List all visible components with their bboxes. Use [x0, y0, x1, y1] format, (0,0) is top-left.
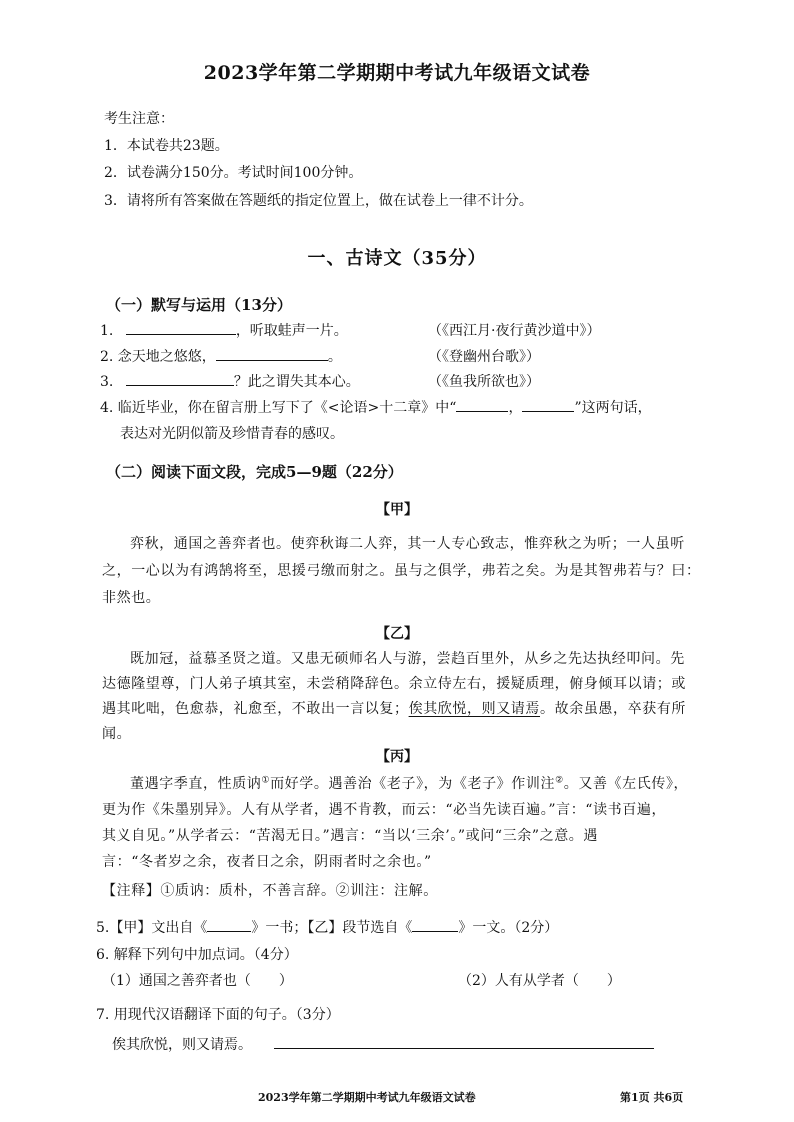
passage-yi-line: 闻。 [102, 726, 132, 742]
question-2-text: 2. 念天地之悠悠， [100, 349, 216, 365]
question-2-source: （《登幽州台歌》） [428, 349, 540, 365]
passage-yi-line [102, 698, 686, 718]
answer-blank[interactable] [126, 371, 234, 386]
question-4-text-b: ， [508, 400, 523, 416]
passage-bing-line: 其义自见。”从学者云：“苦渴无日。”遇言：“当以‘三余’。”或问“三余”之意。遇 [102, 828, 598, 844]
question-5-text-b: 》一书；【乙】段节选自《 [251, 920, 413, 936]
passage-bing-line: 言：“冬者岁之余，夜者日之余，阴雨者时之余也。” [102, 854, 432, 870]
question-3-source: （《鱼我所欲也》） [428, 374, 540, 390]
passage-yi-text: 。故余虽愚，卒获有所 [540, 701, 687, 717]
section-title: 一、古诗文（35分） [307, 248, 487, 269]
passage-yi-line: 达德隆望尊，门人弟子填其室，未尝稍降辞色。余立侍左右，援疑质理，俯身倾耳以请；或 [102, 676, 686, 692]
answer-blank[interactable] [216, 346, 328, 361]
answer-blank[interactable] [207, 917, 251, 932]
answer-blank[interactable] [412, 917, 458, 932]
notice-heading: 考生注意： [104, 111, 174, 127]
question-2-end: 。 [327, 349, 342, 365]
question-4-text-a: 4. 临近毕业，你在留言册上写下了《<论语>十二章》中“ [100, 400, 457, 416]
question-3 [100, 371, 360, 391]
question-4-line-2: 表达对光阴似箭及珍惜青春的感叹。 [120, 426, 344, 442]
question-7-title: 7. 用现代汉语翻译下面的句子。（3分） [96, 1007, 340, 1023]
question-3-text: ？此之谓失其本心。 [233, 374, 360, 390]
passage-yi-text: 遇其叱咄，色愈恭，礼愈至，不敢出一言以复； [102, 701, 409, 717]
question-6-item-2: （2）人有从学者（ ） [458, 973, 621, 989]
footnote-marker: ① [261, 775, 271, 786]
question-3-number: 3. [100, 374, 114, 390]
passage-jia-label: 【甲】 [376, 502, 418, 518]
notice-item-3: 3．请将所有答案做在答题纸的指定位置上，做在试卷上一律不计分。 [104, 193, 533, 209]
answer-blank[interactable] [522, 397, 574, 412]
footer-title: 2023学年第二学期期中考试九年级语文试卷 [258, 1091, 476, 1104]
passage-jia-line: 之，一心以为有鸿鹄将至，思援弓缴而射之。虽与之俱学，弗若之矣。为是其智弗若与？曰： [102, 563, 701, 579]
answer-blank[interactable] [456, 397, 508, 412]
question-1 [100, 320, 348, 340]
part2-title: （二）阅读下面文段，完成5—9题（22分） [106, 463, 403, 481]
passage-yi-label: 【乙】 [376, 626, 418, 642]
annotation-notes: 【注释】①质讷：质朴，不善言辞。②训注：注解。 [102, 883, 438, 899]
footnote-marker: ② [555, 775, 564, 786]
answer-line[interactable] [274, 1048, 654, 1049]
question-5-text-a: 5.【甲】文出自《 [96, 920, 208, 936]
answer-blank[interactable] [126, 320, 236, 335]
notice-item-1: 1．本试卷共23题。 [104, 138, 229, 154]
question-2 [100, 346, 342, 366]
question-4-text-c: ”这两句话， [574, 400, 652, 416]
question-1-source: （《西江月·夜行黄沙道中》） [428, 323, 601, 339]
underlined-sentence: 俟其欣悦，则又请焉 [408, 701, 541, 717]
question-6-title: 6. 解释下列句中加点词。（4分） [96, 947, 298, 963]
part1-title: （一）默写与运用（13分） [106, 296, 292, 314]
passage-bing-text: 董遇字季直，性质讷 [130, 776, 262, 792]
passage-bing-line: 更为作《朱墨别异》。人有从学者，遇不肯教，而云：“必当先读百遍。”言：“读书百遍， [102, 802, 667, 818]
passage-bing-line [130, 773, 688, 793]
passage-jia-line: 非然也。 [102, 590, 161, 606]
notice-item-2: 2．试卷满分150分。考试时间100分钟。 [104, 165, 363, 181]
question-7-sentence: 俟其欣悦，则又请焉。 [112, 1037, 252, 1053]
passage-jia-line: 弈秋，通国之善弈者也。使弈秋诲二人弈，其一人专心致志，惟弈秋之为听；一人虽听 [130, 536, 685, 552]
passage-bing-text: 。又善《左氏传》， [563, 776, 689, 792]
page-number: 第1页 共6页 [620, 1091, 684, 1104]
passage-bing-label: 【丙】 [376, 749, 418, 765]
question-1-number: 1. [100, 323, 114, 339]
passage-yi-line: 既加冠，益慕圣贤之道。又患无硕师名人与游，尝趋百里外，从乡之先达执经叩问。先 [130, 651, 685, 667]
question-1-text: ，听取蛙声一片。 [235, 323, 348, 339]
question-4 [100, 397, 652, 417]
question-5-text-c: 》一文。（2分） [458, 920, 559, 936]
question-6-item-1: （1）通国之善弈者也（ ） [102, 973, 293, 989]
question-5 [96, 917, 558, 937]
passage-bing-text: 而好学。遇善治《老子》，为《老子》作训注 [270, 776, 556, 792]
exam-title: 2023学年第二学期期中考试九年级语文试卷 [203, 62, 591, 84]
